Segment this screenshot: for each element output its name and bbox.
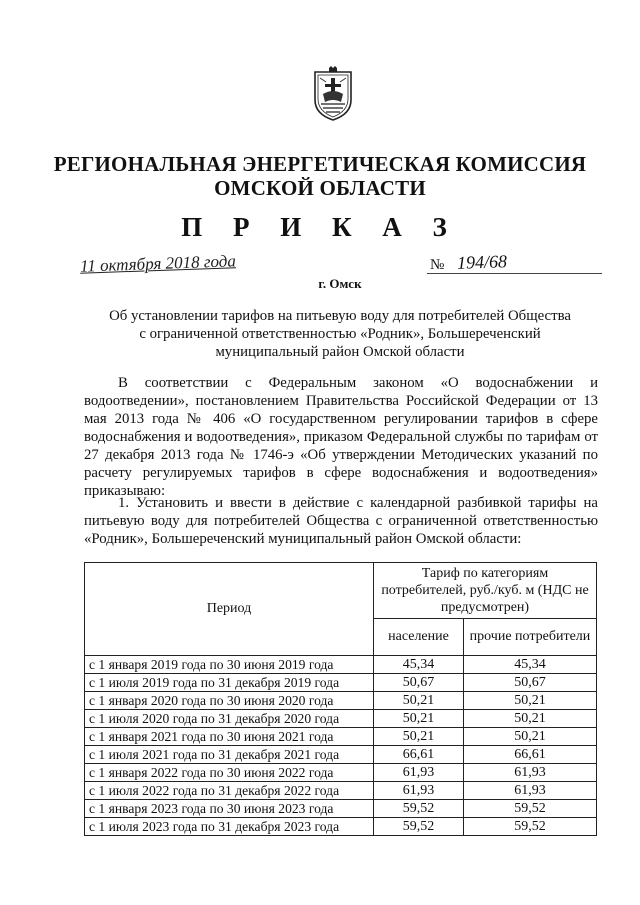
other-tariff-cell: 61,93 [463,782,596,800]
population-tariff-cell: 50,21 [374,710,464,728]
table-row [85,746,597,764]
population-tariff-cell: 61,93 [374,764,464,782]
table-row [85,818,597,836]
table-row [85,710,597,728]
organization-name-line2: ОМСКОЙ ОБЛАСТИ [214,176,426,200]
table-row [85,782,597,800]
period-cell: с 1 января 2021 года по 30 июня 2021 года [85,728,374,746]
other-tariff-cell: 50,21 [463,710,596,728]
number-underline [427,273,602,274]
omsk-coat-of-arms-icon [311,66,355,122]
order-subject [80,307,600,361]
preamble-paragraph: В соответствии с Федеральным законом «О водоснабжении и водоотведении», постановлением Правительства Российской Федерации от 13 мая 2013 года № 406 «О государственном регулировании тарифов в сфере водоснабжения и водоотведения», приказом Федеральной службы по тарифам от 27 декабря 2013 года № 1746-э «Об утверждении Методических указаний по расчету регулируемых тарифов в сфере водоснабжения и водоотведения» приказываю: [84,375,598,499]
header-population: население [374,619,464,656]
population-tariff-cell: 59,52 [374,800,464,818]
period-cell: с 1 июля 2021 года по 31 декабря 2021 года [85,746,374,764]
table-row [85,656,597,674]
other-tariff-cell: 59,52 [463,818,596,836]
handwritten-number: 194/68 [456,251,508,273]
period-cell: с 1 января 2022 года по 30 июня 2022 года [85,764,374,782]
population-tariff-cell: 59,52 [374,818,464,836]
period-cell: с 1 июля 2023 года по 31 декабря 2023 года [85,818,374,836]
handwritten-date: 11 октября 2018 года [79,251,237,276]
tariff-table [84,562,597,836]
table-row [85,728,597,746]
document-type-title: П Р И К А З [181,212,459,242]
period-cell: с 1 января 2019 года по 30 июня 2019 года [85,656,374,674]
header-other-consumers: прочие потребители [463,619,596,656]
period-cell: с 1 июля 2022 года по 31 декабря 2022 года [85,782,374,800]
order-subject-line3: муниципальный район Омской области [215,344,465,360]
header-period: Период [85,563,374,656]
clause-1-paragraph: 1. Установить и ввести в действие с календарной разбивкой тарифы на питьевую воду для потребителей Общества с ограниченной ответственностью «Родник», Большереченский муниципальный район Омской области: [84,495,598,547]
organization-name-line1: РЕГИОНАЛЬНАЯ ЭНЕРГЕТИЧЕСКАЯ КОМИССИЯ [53,152,587,176]
header-tariff: Тариф по категориям потребителей, руб./куб. м (НДС не предусмотрен) [374,563,597,619]
population-tariff-cell: 45,34 [374,656,464,674]
number-label: № [430,257,445,273]
table-row [85,764,597,782]
table-row [85,800,597,818]
table-row [85,674,597,692]
population-tariff-cell: 50,21 [374,728,464,746]
population-tariff-cell: 66,61 [374,746,464,764]
other-tariff-cell: 61,93 [463,764,596,782]
period-cell: с 1 июля 2020 года по 31 декабря 2020 года [85,710,374,728]
population-tariff-cell: 50,21 [374,692,464,710]
other-tariff-cell: 59,52 [463,800,596,818]
population-tariff-cell: 61,93 [374,782,464,800]
other-tariff-cell: 50,67 [463,674,596,692]
other-tariff-cell: 66,61 [463,746,596,764]
population-tariff-cell: 50,67 [374,674,464,692]
period-cell: с 1 июля 2019 года по 31 декабря 2019 года [85,674,374,692]
other-tariff-cell: 50,21 [463,728,596,746]
order-subject-line2: с ограниченной ответственностью «Родник», Большереченский [139,326,541,342]
other-tariff-cell: 45,34 [463,656,596,674]
period-cell: с 1 января 2020 года по 30 июня 2020 года [85,692,374,710]
other-tariff-cell: 50,21 [463,692,596,710]
order-subject-line1: Об установлении тарифов на питьевую воду для потребителей Общества [109,308,571,324]
table-row [85,692,597,710]
period-cell: с 1 января 2023 года по 30 июня 2023 года [85,800,374,818]
city-label: г. Омск [318,276,362,291]
